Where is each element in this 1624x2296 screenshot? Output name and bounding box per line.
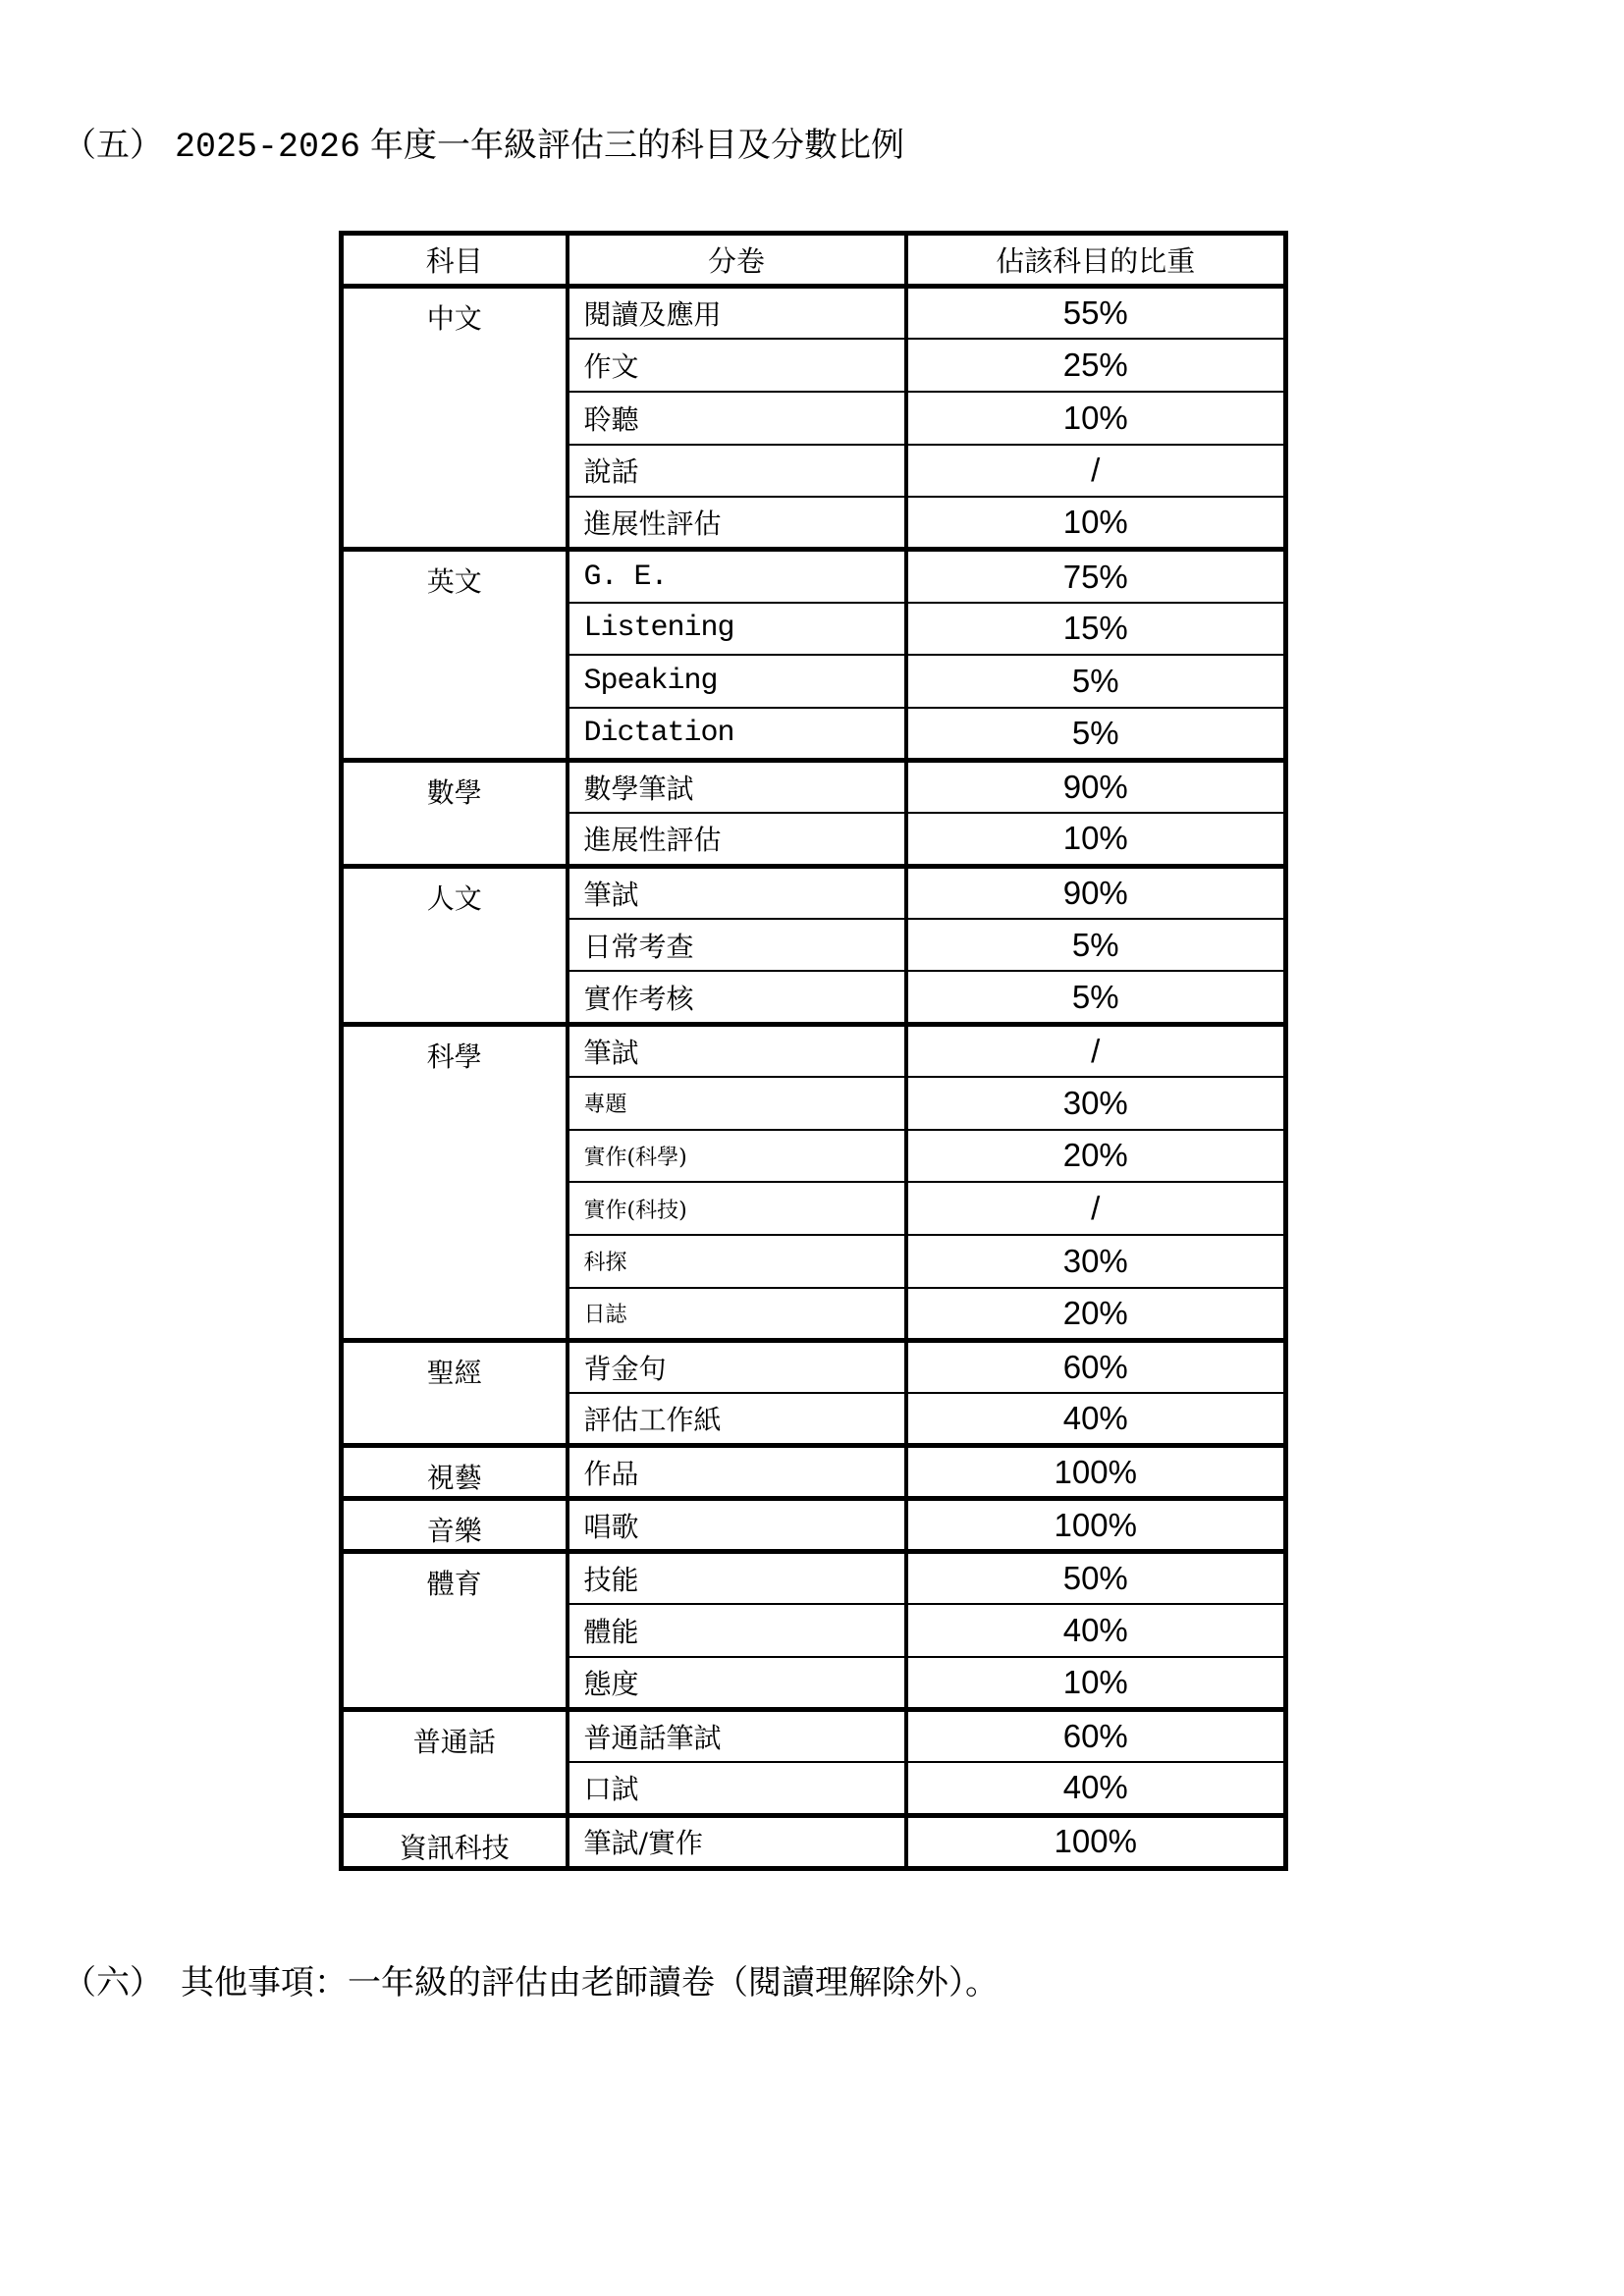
heading-suffix: 年度一年級評估三的科目及分數比例 [370, 126, 905, 165]
part-cell: 日誌 [568, 1288, 906, 1341]
table-row [342, 1340, 1286, 1393]
part-cell: 實作(科學) [568, 1130, 906, 1183]
weight-cell: 75% [906, 550, 1286, 603]
table-row [342, 550, 1286, 603]
part-cell: 評估工作紙 [568, 1393, 906, 1446]
table-row [342, 866, 1286, 919]
part-cell: 態度 [568, 1657, 906, 1710]
weight-cell: 10% [906, 392, 1286, 445]
part-cell: 專題 [568, 1077, 906, 1130]
weight-cell: 15% [906, 603, 1286, 656]
weight-cell: 20% [906, 1130, 1286, 1183]
part-cell: 筆試/實作 [568, 1815, 906, 1868]
subject-cell: 體育 [342, 1552, 568, 1710]
part-cell: 口試 [568, 1762, 906, 1815]
col-header-part: 分卷 [568, 234, 906, 287]
part-cell: 閱讀及應用 [568, 287, 906, 340]
weight-cell: 30% [906, 1077, 1286, 1130]
subject-cell: 數學 [342, 761, 568, 866]
weight-cell: 5% [906, 655, 1286, 708]
weight-cell: / [906, 1182, 1286, 1235]
assessment-weighting-table [339, 231, 1288, 1871]
part-cell: 說話 [568, 445, 906, 498]
part-cell: 作文 [568, 339, 906, 392]
subject-cell: 普通話 [342, 1710, 568, 1815]
part-cell: 聆聽 [568, 392, 906, 445]
part-cell: 普通話筆試 [568, 1710, 906, 1763]
subject-cell: 音樂 [342, 1499, 568, 1552]
weight-cell: 40% [906, 1762, 1286, 1815]
table-header-row [342, 234, 1286, 287]
assessment-table-body [342, 287, 1286, 1869]
weight-cell: 5% [906, 971, 1286, 1024]
part-cell: 進展性評估 [568, 497, 906, 550]
part-cell: 作品 [568, 1446, 906, 1499]
weight-cell: 5% [906, 708, 1286, 761]
subject-cell: 聖經 [342, 1340, 568, 1445]
weight-cell: 50% [906, 1552, 1286, 1605]
weight-cell: 10% [906, 813, 1286, 866]
part-cell: 實作(科技) [568, 1182, 906, 1235]
table-row [342, 1710, 1286, 1763]
weight-cell: 100% [906, 1499, 1286, 1552]
subject-cell: 資訊科技 [342, 1815, 568, 1868]
part-cell: Listening [568, 603, 906, 656]
part-cell: G. E. [568, 550, 906, 603]
part-cell: 筆試 [568, 1024, 906, 1077]
note-text: 其他事項：一年級的評估由老師讀卷（閱讀理解除外）。 [181, 1963, 999, 2002]
part-cell: 背金句 [568, 1340, 906, 1393]
weight-cell: 10% [906, 1657, 1286, 1710]
section-5-heading [63, 118, 904, 167]
table-row [342, 1499, 1286, 1552]
weight-cell: 20% [906, 1288, 1286, 1341]
weight-cell: 55% [906, 287, 1286, 340]
part-cell: Speaking [568, 655, 906, 708]
weight-cell: 90% [906, 866, 1286, 919]
note-prefix: （六） [63, 1963, 163, 2002]
table-row [342, 1446, 1286, 1499]
subject-cell: 英文 [342, 550, 568, 761]
col-header-weight: 佔該科目的比重 [906, 234, 1286, 287]
part-cell: 唱歌 [568, 1499, 906, 1552]
table-row [342, 1024, 1286, 1077]
section-6-note [63, 1955, 999, 2003]
part-cell: 技能 [568, 1552, 906, 1605]
subject-cell: 科學 [342, 1024, 568, 1340]
weight-cell: 60% [906, 1340, 1286, 1393]
part-cell: 進展性評估 [568, 813, 906, 866]
table-row [342, 761, 1286, 814]
weight-cell: / [906, 445, 1286, 498]
weight-cell: / [906, 1024, 1286, 1077]
weight-cell: 10% [906, 497, 1286, 550]
table-row [342, 1552, 1286, 1605]
weight-cell: 40% [906, 1604, 1286, 1657]
subject-cell: 中文 [342, 287, 568, 550]
weight-cell: 100% [906, 1815, 1286, 1868]
table-row [342, 1815, 1286, 1868]
part-cell: 體能 [568, 1604, 906, 1657]
weight-cell: 60% [906, 1710, 1286, 1763]
subject-cell: 視藝 [342, 1446, 568, 1499]
col-header-subject: 科目 [342, 234, 568, 287]
weight-cell: 25% [906, 339, 1286, 392]
weight-cell: 5% [906, 919, 1286, 972]
weight-cell: 100% [906, 1446, 1286, 1499]
part-cell: 科探 [568, 1235, 906, 1288]
weight-cell: 40% [906, 1393, 1286, 1446]
part-cell: 筆試 [568, 866, 906, 919]
weight-cell: 30% [906, 1235, 1286, 1288]
heading-prefix: （五） [63, 126, 163, 165]
weight-cell: 90% [906, 761, 1286, 814]
heading-year: 2025-2026 [175, 128, 361, 167]
part-cell: 數學筆試 [568, 761, 906, 814]
table-row [342, 287, 1286, 340]
part-cell: 實作考核 [568, 971, 906, 1024]
subject-cell: 人文 [342, 866, 568, 1024]
part-cell: 日常考查 [568, 919, 906, 972]
part-cell: Dictation [568, 708, 906, 761]
